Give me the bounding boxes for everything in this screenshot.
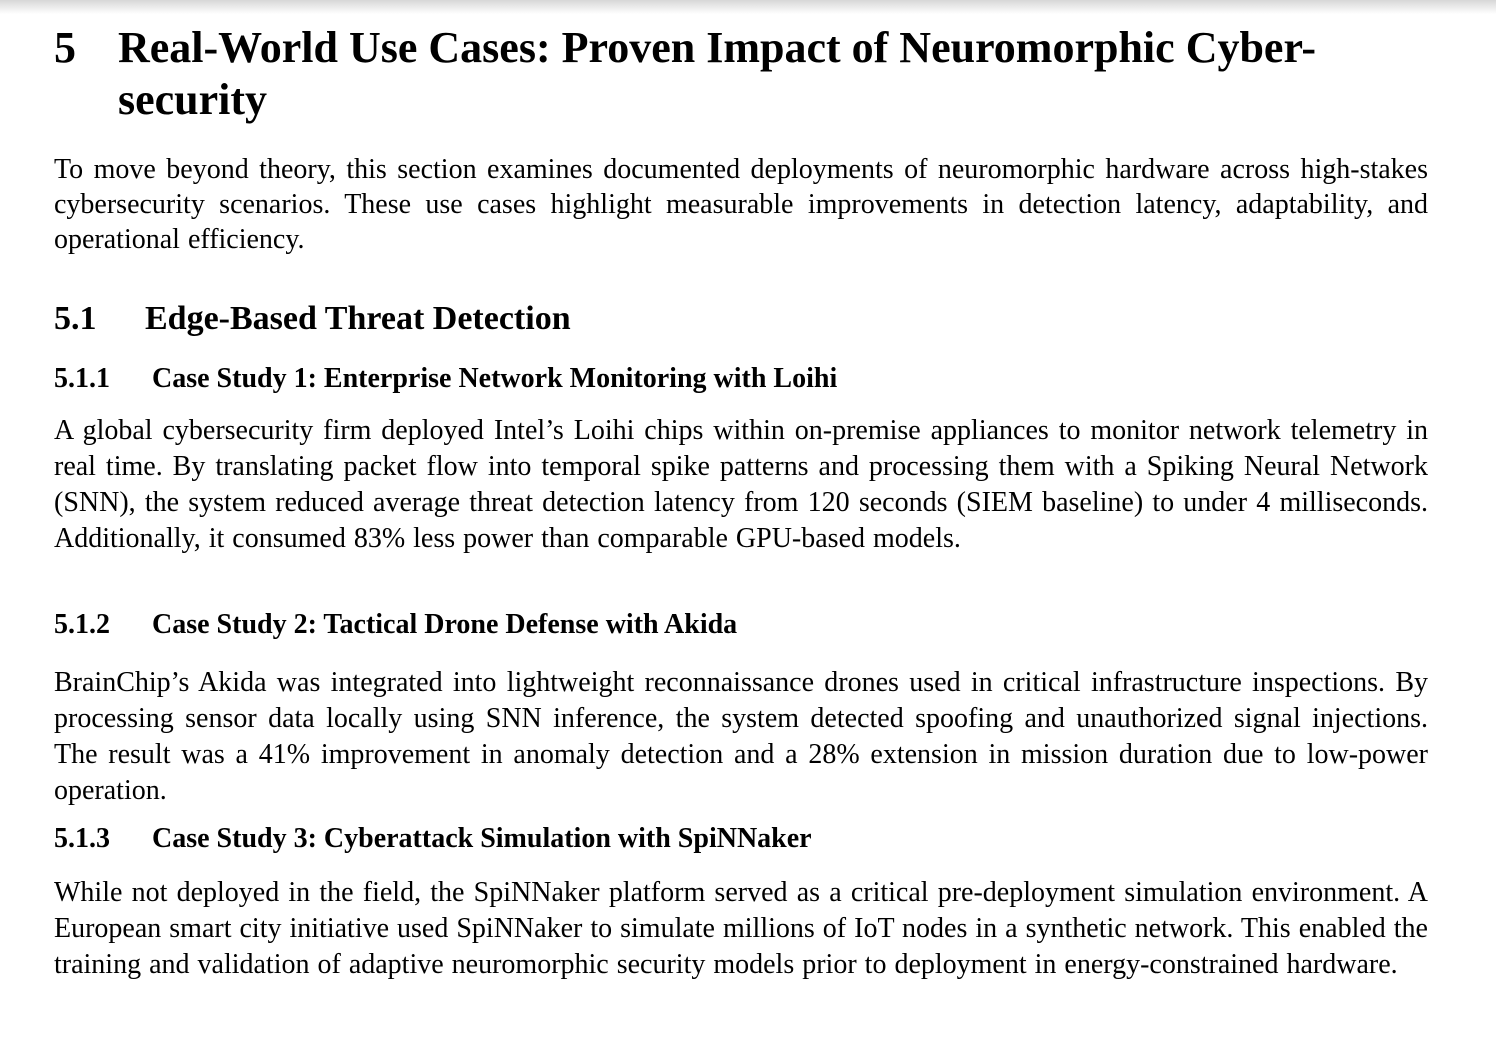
case-study-3-title: Case Study 3: Cyberattack Simulation with SpiNNaker — [152, 823, 812, 854]
intro-paragraph: To move beyond theory, this section examines documented deployments of neuromorphic hardware across high-stakes cybersecurity scenarios. These use cases highlight measurable improvements in detection latency, adaptability, and operational efficiency. — [54, 154, 1428, 255]
case-study-3-number: 5.1.3 — [54, 823, 110, 854]
case-study-1-number: 5.1.1 — [54, 363, 110, 394]
section-title — [118, 22, 1428, 126]
section-number: 5 — [54, 23, 76, 72]
section-title-line-2: security — [118, 75, 268, 124]
case-study-2-heading — [54, 609, 1428, 641]
case-study-1-paragraph: A global cybersecurity firm deployed Intel’s Loihi chips within on-premise appliances to monitor network telemetry in real time. By translating packet flow into temporal spike patterns and processing them with a Spiking Neural Network (SNN), the system reduced average threat detection latency from 120 seconds (SIEM baseline) to under 4 milliseconds. Additionally, it consumed 83% less power than comparable GPU-based models. — [54, 415, 1428, 554]
case-study-2-number: 5.1.2 — [54, 609, 110, 640]
case-study-1-title: Case Study 1: Enterprise Network Monitoring with Loihi — [152, 363, 838, 394]
section-title-line-1: Real-World Use Cases: Proven Impact of Neuromorphic Cyber- — [118, 23, 1317, 72]
subsection-heading — [54, 299, 1428, 339]
section-heading — [54, 22, 1428, 126]
case-study-2-title: Case Study 2: Tactical Drone Defense with Akida — [152, 609, 738, 640]
page-content — [54, 0, 1428, 983]
case-study-3-heading — [54, 823, 1428, 855]
case-study-1-heading — [54, 363, 1428, 395]
case-study-2-paragraph: BrainChip’s Akida was integrated into lightweight reconnaissance drones used in critical infrastructure inspections. By processing sensor data locally using SNN inference, the system detected spoofing and unauthorized signal injections. The result was a 41% improvement in anomaly detection and a 28% extension in mission duration due to low-power operation. — [54, 667, 1428, 806]
subsection-title: Edge-Based Threat Detection — [145, 300, 571, 337]
case-study-3-paragraph: While not deployed in the field, the SpiNNaker platform served as a critical pre-deployment simulation environment. A European smart city initiative used SpiNNaker to simulate millions of IoT nodes in a synthetic network. This enabled the training and validation of adaptive neuromorphic security models prior to deployment in energy-constrained hardware. — [54, 877, 1428, 980]
subsection-number: 5.1 — [54, 300, 97, 337]
